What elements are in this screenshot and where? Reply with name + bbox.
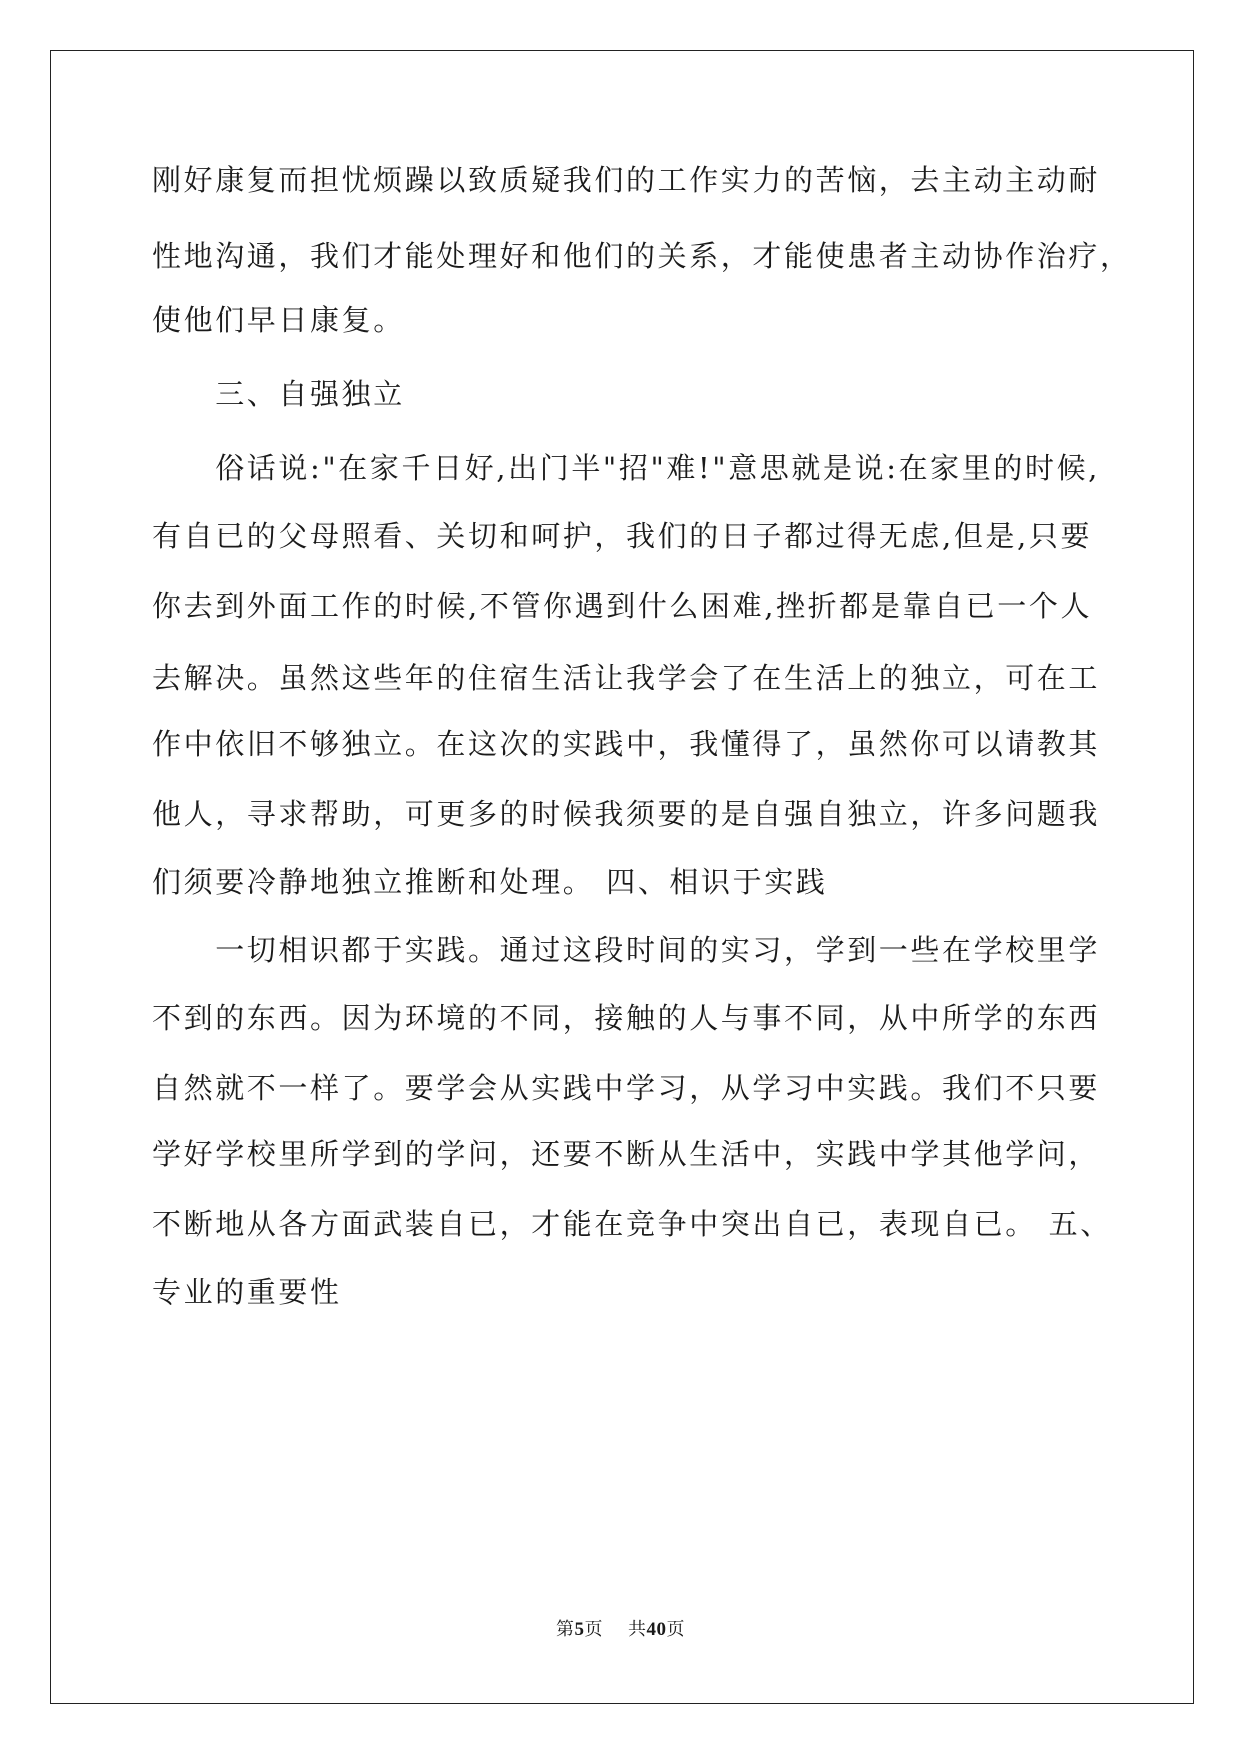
text-line-2: 性地沟通，我们才能处理好和他们的关系，才能使患者主动协作治疗，	[152, 239, 1132, 273]
text-line-6: 有自已的父母照看、关切和呵护，我们的日子都过得无虑,但是,只要	[152, 519, 1093, 553]
text-line-5: 俗话说:"在家千日好,出门半"招"难!"意思就是说:在家里的时候,	[152, 451, 1100, 485]
text-line-11: 们须要冷静地独立推断和处理。 四、相识于实践	[152, 865, 828, 899]
text-line-3: 使他们早日康复。	[152, 303, 405, 337]
page-prefix: 第	[556, 1619, 575, 1640]
page-suffix: 页	[584, 1619, 604, 1640]
text-line-16: 不断地从各方面武装自已，才能在竞争中突出自已，表现自已。 五、	[152, 1207, 1112, 1241]
section-heading-3: 三、自强独立	[152, 377, 405, 411]
text-line-15: 学好学校里所学到的学问，还要不断从生活中，实践中学其他学问，	[152, 1137, 1101, 1171]
text-line-8: 去解决。虽然这些年的住宿生活让我学会了在生活上的独立，可在工	[152, 661, 1101, 695]
text-line-10: 他人，寻求帮助，可更多的时候我须要的是自强自独立，许多问题我	[152, 797, 1101, 831]
total-suffix: 页	[666, 1619, 685, 1640]
text-line-17: 专业的重要性	[152, 1275, 342, 1309]
total-pages: 40	[646, 1619, 667, 1640]
text-line-13: 不到的东西。因为环境的不同，接触的人与事不同，从中所学的东西	[152, 1001, 1101, 1035]
page-footer	[0, 1618, 1241, 1642]
page-number: 5	[574, 1619, 585, 1640]
total-prefix: 共	[627, 1619, 647, 1640]
text-line-12: 一切相识都于实践。通过这段时间的实习，学到一些在学校里学	[152, 933, 1101, 967]
text-line-7: 你去到外面工作的时候,不管你遇到什么困难,挫折都是靠自已一个人	[152, 589, 1093, 623]
text-line-9: 作中依旧不够独立。在这次的实践中，我懂得了，虽然你可以请教其	[152, 727, 1101, 761]
text-line-14: 自然就不一样了。要学会从实践中学习，从学习中实践。我们不只要	[152, 1071, 1101, 1105]
text-line-1: 刚好康复而担忧烦躁以致质疑我们的工作实力的苦恼，去主动主动耐	[152, 163, 1101, 197]
